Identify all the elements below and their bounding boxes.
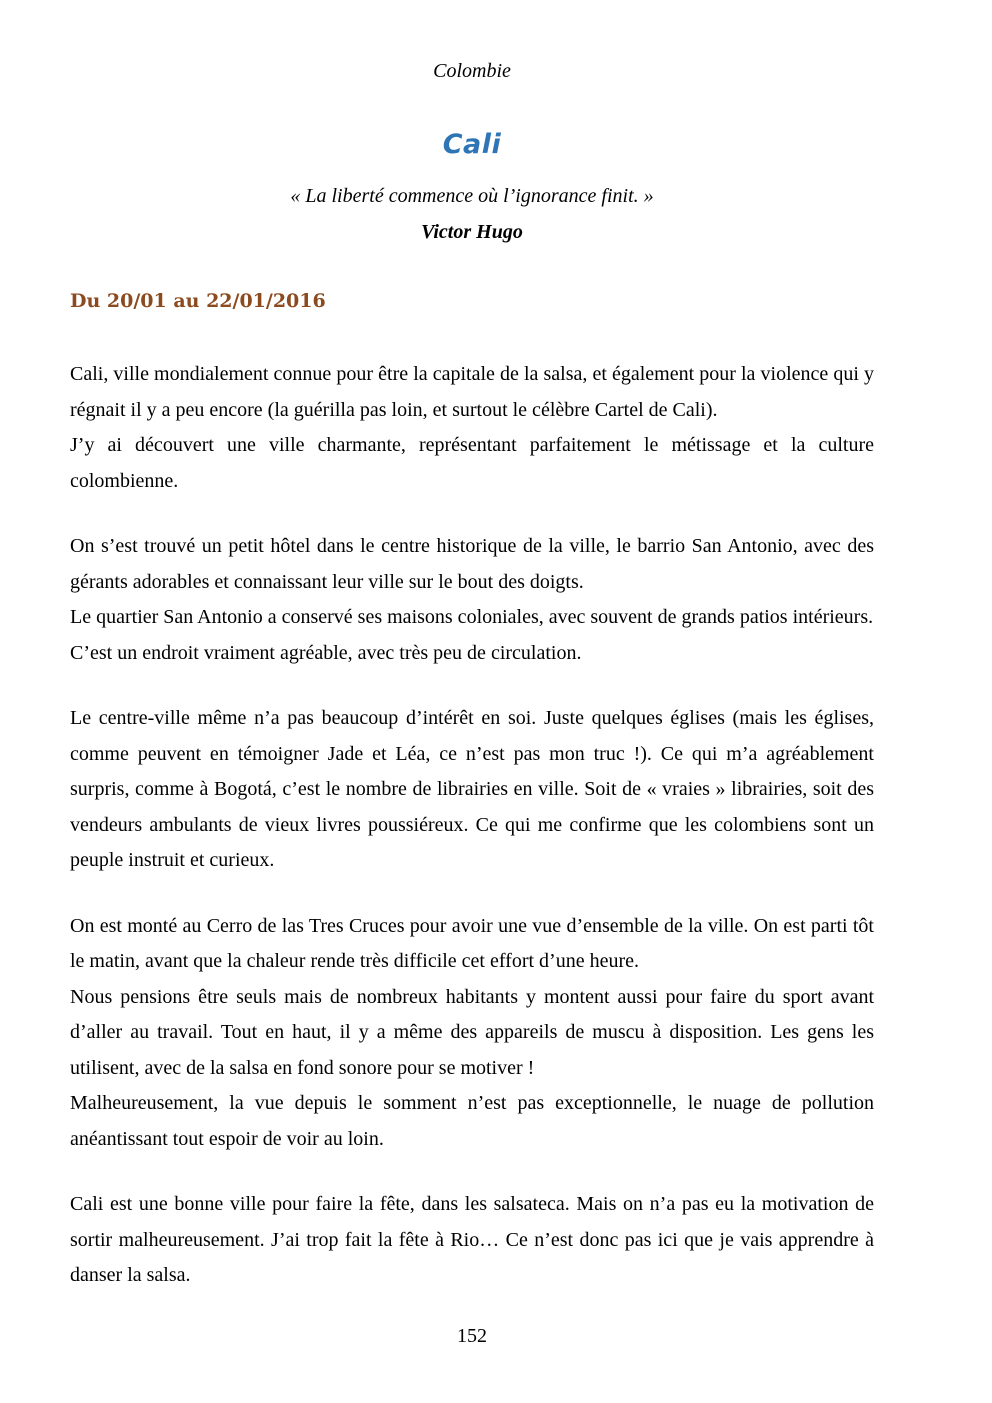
paragraph: Cali, ville mondialement connue pour être la capitale de la salsa, et également pour la violence qui y régnait il y a peu encore (la guérilla pas loin, et surtout le célèbre Cartel de Cali). <box>70 363 874 421</box>
paragraph: On s’est trouvé un petit hôtel dans le centre historique de la ville, le barrio San Antonio, avec des gérants adorables et connaissant leur ville sur le bout des doigts. <box>70 535 874 593</box>
paragraph: Le centre-ville même n’a pas beaucoup d’intérêt en soi. Juste quelques églises (mais les églises, comme peuvent en témoigner Jade et Léa, ce n’est pas mon truc !). Ce qui m’a agréablement surpris, comme à Bogotá, c’est le nombre de librairies en ville. Soit de « vraies » librairies, soit des vendeurs ambulants de vieux livres poussiéreux. Ce qui me confirme que les colombiens sont un peuple instruit et curieux. <box>70 707 874 871</box>
paragraph-block <box>70 701 874 879</box>
paragraph-block <box>70 909 874 1158</box>
paragraph: On est monté au Cerro de las Tres Cruces pour avoir une vue d’ensemble de la ville. On est parti tôt le matin, avant que la chaleur rende très difficile cet effort d’une heure. <box>70 914 874 972</box>
paragraph: Cali est une bonne ville pour faire la fête, dans les salsateca. Mais on n’a pas eu la motivation de sortir malheureusement. J’ai trop fait la fête à Rio… Ce n’est donc pas ici que je vais apprendre à danser la salsa. <box>70 1193 874 1286</box>
paragraph: Malheureusement, la vue depuis le somment n’est pas exceptionnelle, le nuage de pollution anéantissant tout espoir de voir au loin. <box>70 1092 874 1150</box>
country-header: Colombie <box>433 60 511 82</box>
page-title: Cali <box>442 129 502 160</box>
paragraph-block <box>70 1187 874 1294</box>
paragraph: Nous pensions être seuls mais de nombreux habitants y montent aussi pour faire du sport avant d’aller au travail. Tout en haut, il y a même des appareils de muscu à disposition. Les gens les utilisent, avec de la salsa en fond sonore pour se motiver ! <box>70 985 874 1079</box>
paragraph: Le quartier San Antonio a conservé ses maisons coloniales, avec souvent de grands patios intérieurs. <box>70 606 874 628</box>
paragraph-block <box>70 529 874 671</box>
epigraph-quote: « La liberté commence où l’ignorance finit. » <box>290 185 654 207</box>
paragraph: C’est un endroit vraiment agréable, avec très peu de circulation. <box>70 641 582 664</box>
paragraph: J’y ai découvert une ville charmante, représentant parfaitement le métissage et la culture colombienne. <box>70 434 874 492</box>
paragraph-block <box>70 357 874 499</box>
date-range-heading: Du 20/01 au 22/01/2016 <box>70 290 326 312</box>
body-paragraphs <box>70 357 874 1294</box>
page-number: 152 <box>457 1325 487 1347</box>
epigraph-author: Victor Hugo <box>421 221 523 243</box>
